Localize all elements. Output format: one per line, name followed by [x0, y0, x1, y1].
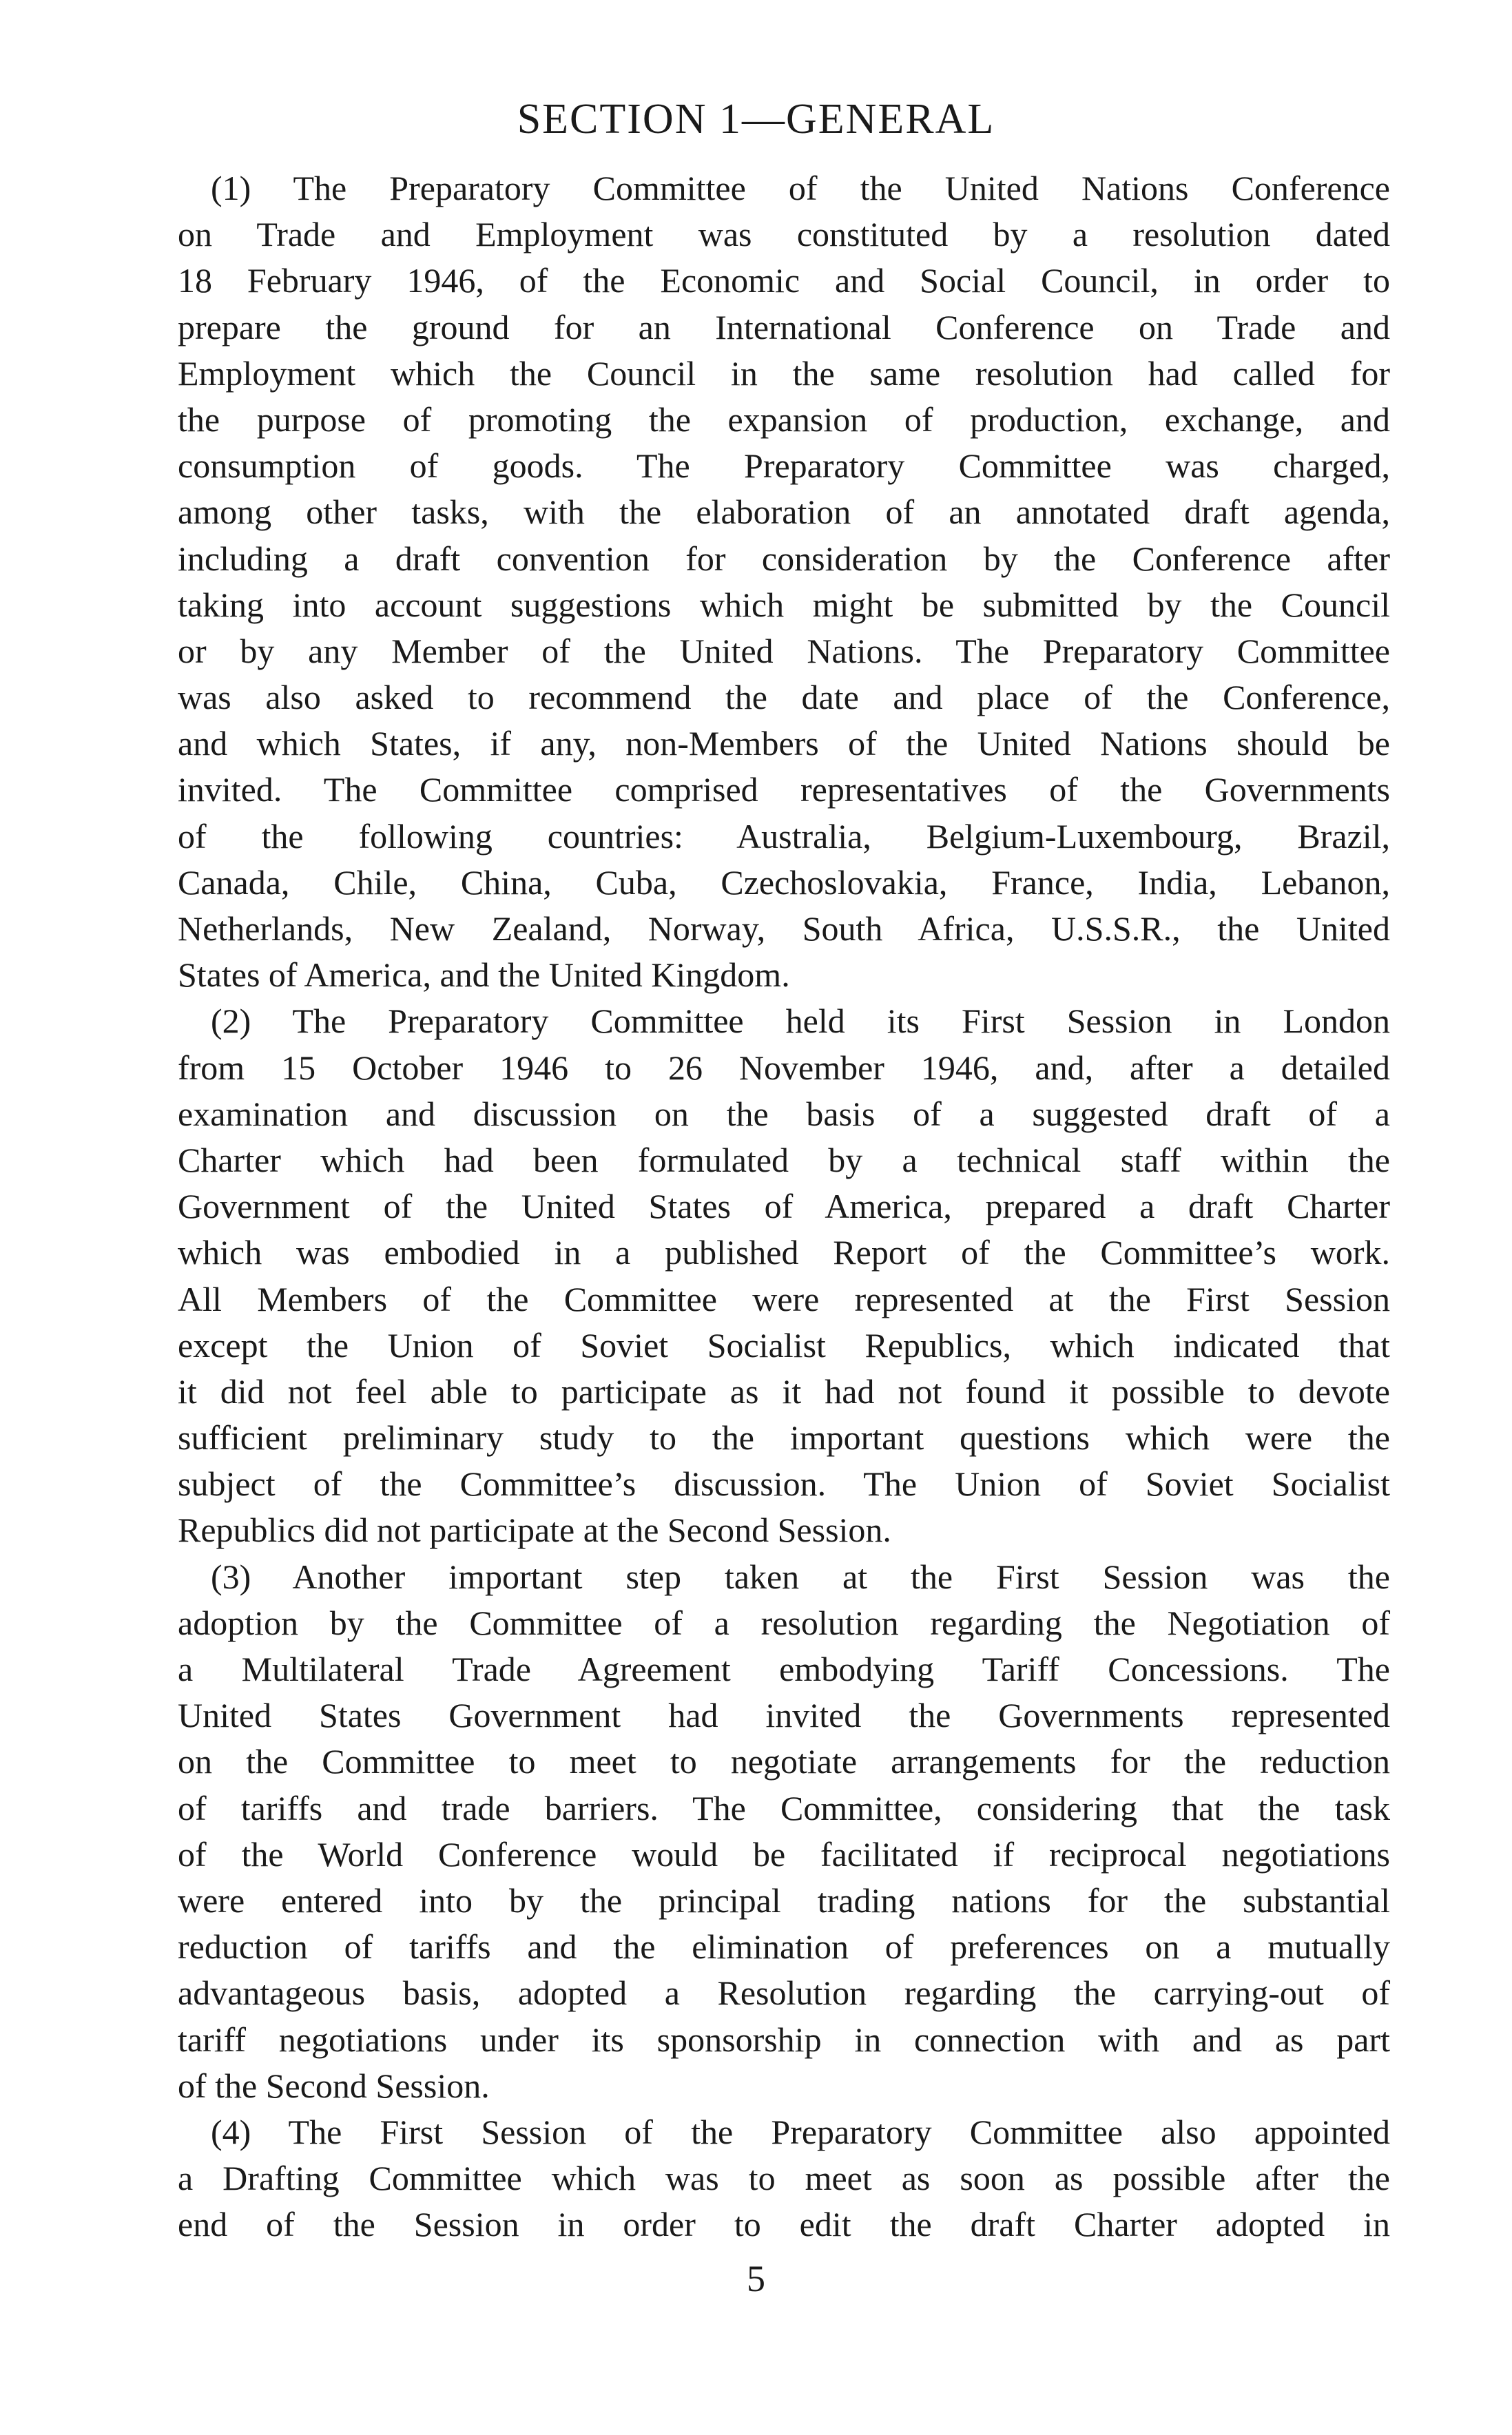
paragraph-4: [178, 2109, 1390, 2248]
text-line: of the Second Session.: [178, 2066, 490, 2105]
text-line: it did not feel able to participate as it had not found it possible to devote: [178, 1371, 1390, 1411]
text-line: Employment which the Council in the same resolution had called for: [178, 353, 1390, 393]
text-line: of the following countries: Australia, Belgium-Luxembourg, Brazil,: [178, 816, 1390, 856]
text-line: Charter which had been formulated by a technical staff within the: [178, 1140, 1390, 1179]
paragraph-1: [178, 165, 1390, 998]
text-line: was also asked to recommend the date and place of the Conference,: [178, 678, 1390, 717]
text-line: except the Union of Soviet Socialist Republics, which indicated that: [178, 1325, 1390, 1365]
text-line: Republics did not participate at the Second Session.: [178, 1511, 891, 1550]
text-line: States of America, and the United Kingdom.: [178, 955, 790, 995]
text-line: were entered into by the principal trading nations for the substantial: [178, 1880, 1390, 1920]
text-line: advantageous basis, adopted a Resolution regarding the carrying-out of: [178, 1973, 1390, 2013]
text-line: including a draft convention for consideration by the Conference after: [178, 539, 1390, 578]
page-number: 5: [747, 2258, 765, 2299]
text-line: tariff negotiations under its sponsorship in connection with and as part: [178, 2020, 1390, 2059]
text-line: 18 February 1946, of the Economic and Social Council, in order to: [178, 261, 1390, 300]
text-line: adoption by the Committee of a resolution regarding the Negotiation of: [178, 1603, 1390, 1642]
text-line: prepare the ground for an International Conference on Trade and: [178, 307, 1390, 346]
text-line: sufficient preliminary study to the important questions which were the: [178, 1418, 1390, 1458]
text-line: (2) The Preparatory Committee held its First Session in London: [211, 1002, 1390, 1041]
text-line: which was embodied in a published Report of the Committee’s work.: [178, 1233, 1390, 1272]
text-line: (4) The First Session of the Preparatory Committee also appointed: [211, 2112, 1390, 2151]
text-line: a Drafting Committee which was to meet as soon as possible after the: [178, 2159, 1390, 2198]
text-line: Netherlands, New Zealand, Norway, South Africa, U.S.S.R., the United: [178, 909, 1390, 948]
text-line: (1) The Preparatory Committee of the United Nations Conference: [211, 169, 1390, 207]
text-line: reduction of tariffs and the elimination of preferences on a mutually: [178, 1927, 1390, 1967]
body-text: [178, 165, 1390, 2248]
text-line: end of the Session in order to edit the draft Charter adopted in: [178, 2205, 1390, 2244]
text-line: on the Committee to meet to negotiate arrangements for the reduction: [178, 1742, 1390, 1781]
text-line: among other tasks, with the elaboration of an annotated draft agenda,: [178, 493, 1390, 532]
text-line: of tariffs and trade barriers. The Committee, considering that the task: [178, 1788, 1390, 1827]
text-line: of the World Conference would be facilitated if reciprocal negotiations: [178, 1834, 1390, 1874]
text-line: Government of the United States of America, prepared a draft Charter: [178, 1187, 1390, 1226]
text-line: United States Government had invited the Governments represented: [178, 1696, 1390, 1735]
paragraph-3: [178, 1554, 1390, 2109]
section-title: SECTION 1—GENERAL: [517, 96, 995, 143]
text-line: All Members of the Committee were represented at the First Session: [178, 1279, 1390, 1318]
text-line: taking into account suggestions which might be submitted by the Council: [178, 585, 1390, 624]
text-line: consumption of goods. The Preparatory Committee was charged,: [178, 446, 1390, 486]
text-line: on Trade and Employment was constituted by a resolution dated: [178, 215, 1390, 254]
text-line: (3) Another important step taken at the First Session was the: [211, 1557, 1390, 1596]
text-line: the purpose of promoting the expansion of production, exchange, and: [178, 400, 1390, 439]
text-line: or by any Member of the United Nations. The Preparatory Committee: [178, 631, 1390, 670]
text-line: a Multilateral Trade Agreement embodying Tariff Concessions. The: [178, 1650, 1390, 1688]
paragraph-2: [178, 998, 1390, 1553]
text-line: and which States, if any, non-Members of the United Nations should be: [178, 724, 1390, 763]
text-line: subject of the Committee’s discussion. The Union of Soviet Socialist: [178, 1464, 1390, 1504]
text-line: Canada, Chile, China, Cuba, Czechoslovakia, France, India, Lebanon,: [178, 862, 1390, 902]
text-line: examination and discussion on the basis of a suggested draft of a: [178, 1094, 1390, 1133]
text-line: from 15 October 1946 to 26 November 1946, and, after a detailed: [178, 1048, 1390, 1087]
text-line: invited. The Committee comprised representatives of the Governments: [178, 770, 1390, 809]
